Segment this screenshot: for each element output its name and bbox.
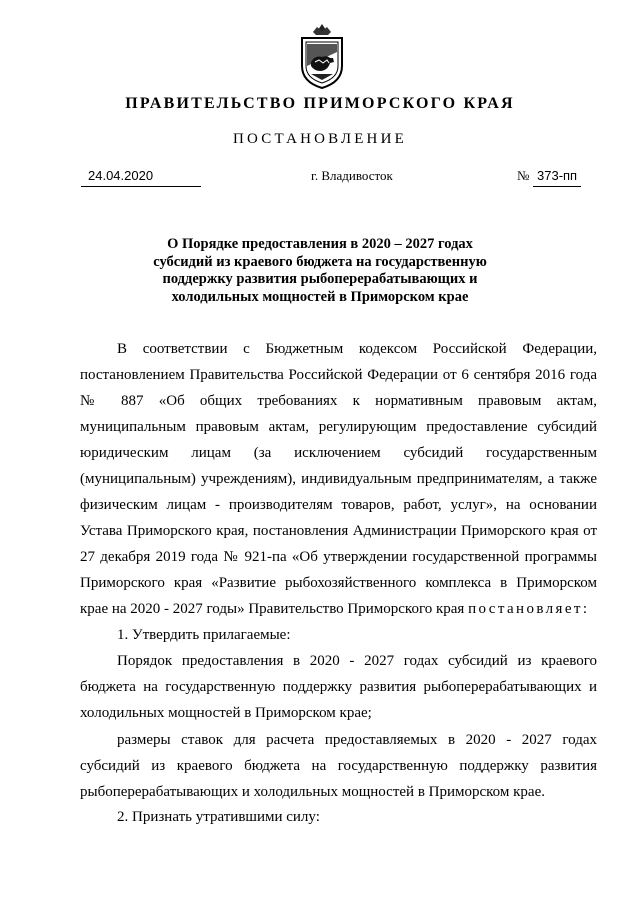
body-line: Порядок предоставления в 2020 - 2027 годах субсидий из краевого [117, 653, 597, 669]
rates-paragraph [80, 727, 597, 805]
body-line: (муниципальным) учреждениям), индивидуальным предпринимателям, а также [80, 471, 597, 487]
document-city: г. Владивосток [311, 168, 393, 183]
preamble-ending: крае на 2020 - 2027 годы» Правительство Приморского края [80, 601, 465, 617]
body-line: рыбоперерабатывающих и холодильных мощностей в Приморском крае. [80, 784, 545, 800]
body-line: холодильных мощностей в Приморском крае; [80, 705, 372, 721]
number-sign: № [517, 168, 530, 183]
item-1: 1. Утвердить прилагаемые: [117, 627, 291, 643]
body-line [80, 596, 597, 622]
document-date [81, 168, 201, 187]
document-number-value: 373-пп [537, 168, 578, 183]
body-line: постановлением Правительства Российской Федерации от 6 сентября 2016 года [80, 367, 597, 383]
body-line: Устава Приморского края, постановления Администрации Приморского края от [80, 523, 597, 539]
document-number [533, 168, 581, 187]
body-line: 27 декабря 2019 года № 921-па «Об утверждении государственной программы [80, 549, 597, 565]
body-line: бюджета на государственную поддержку развития рыбоперерабатывающих и [80, 679, 597, 695]
document-subject [60, 236, 580, 306]
body-line: муниципальным правовым актам, регулирующим предоставление субсидий [80, 419, 597, 435]
body-line: субсидий из краевого бюджета на государственную поддержку развития [80, 758, 597, 774]
item-2: 2. Признать утратившими силу: [117, 809, 320, 825]
procedure-paragraph [80, 648, 597, 726]
item-2-paragraph [80, 804, 597, 830]
document-date-value: 24.04.2020 [88, 168, 154, 183]
body-line: размеры ставок для расчета предоставляемых в 2020 - 2027 годах [117, 732, 597, 748]
resolves-word: постановляет: [468, 601, 590, 617]
subject-line: субсидий из краевого бюджета на государственную [153, 253, 487, 270]
document-type: ПОСТАНОВЛЕНИЕ [233, 131, 407, 147]
body-line: В соответствии с Бюджетным кодексом Российской Федерации, [117, 341, 597, 357]
government-title: ПРАВИТЕЛЬСТВО ПРИМОРСКОГО КРАЯ [125, 95, 515, 112]
subject-line: поддержку развития рыбоперерабатывающих и [162, 271, 478, 287]
body-line: № 887 «Об общих требованиях к нормативным правовым актам, [80, 393, 597, 409]
subject-line: холодильных мощностей в Приморском крае [171, 288, 469, 305]
subject-line: О Порядке предоставления в 2020 – 2027 годах [167, 236, 473, 252]
body-line: юридическим лицам (за исключением субсидий государственным [80, 445, 597, 461]
body-line: Приморского края «Развитие рыбохозяйственного комплекса в Приморском [80, 575, 597, 591]
coat-of-arms-icon [297, 22, 347, 90]
body-line: физическим лицам - производителям товаров, работ, услуг», на основании [80, 497, 597, 513]
preamble-paragraph [80, 336, 597, 648]
